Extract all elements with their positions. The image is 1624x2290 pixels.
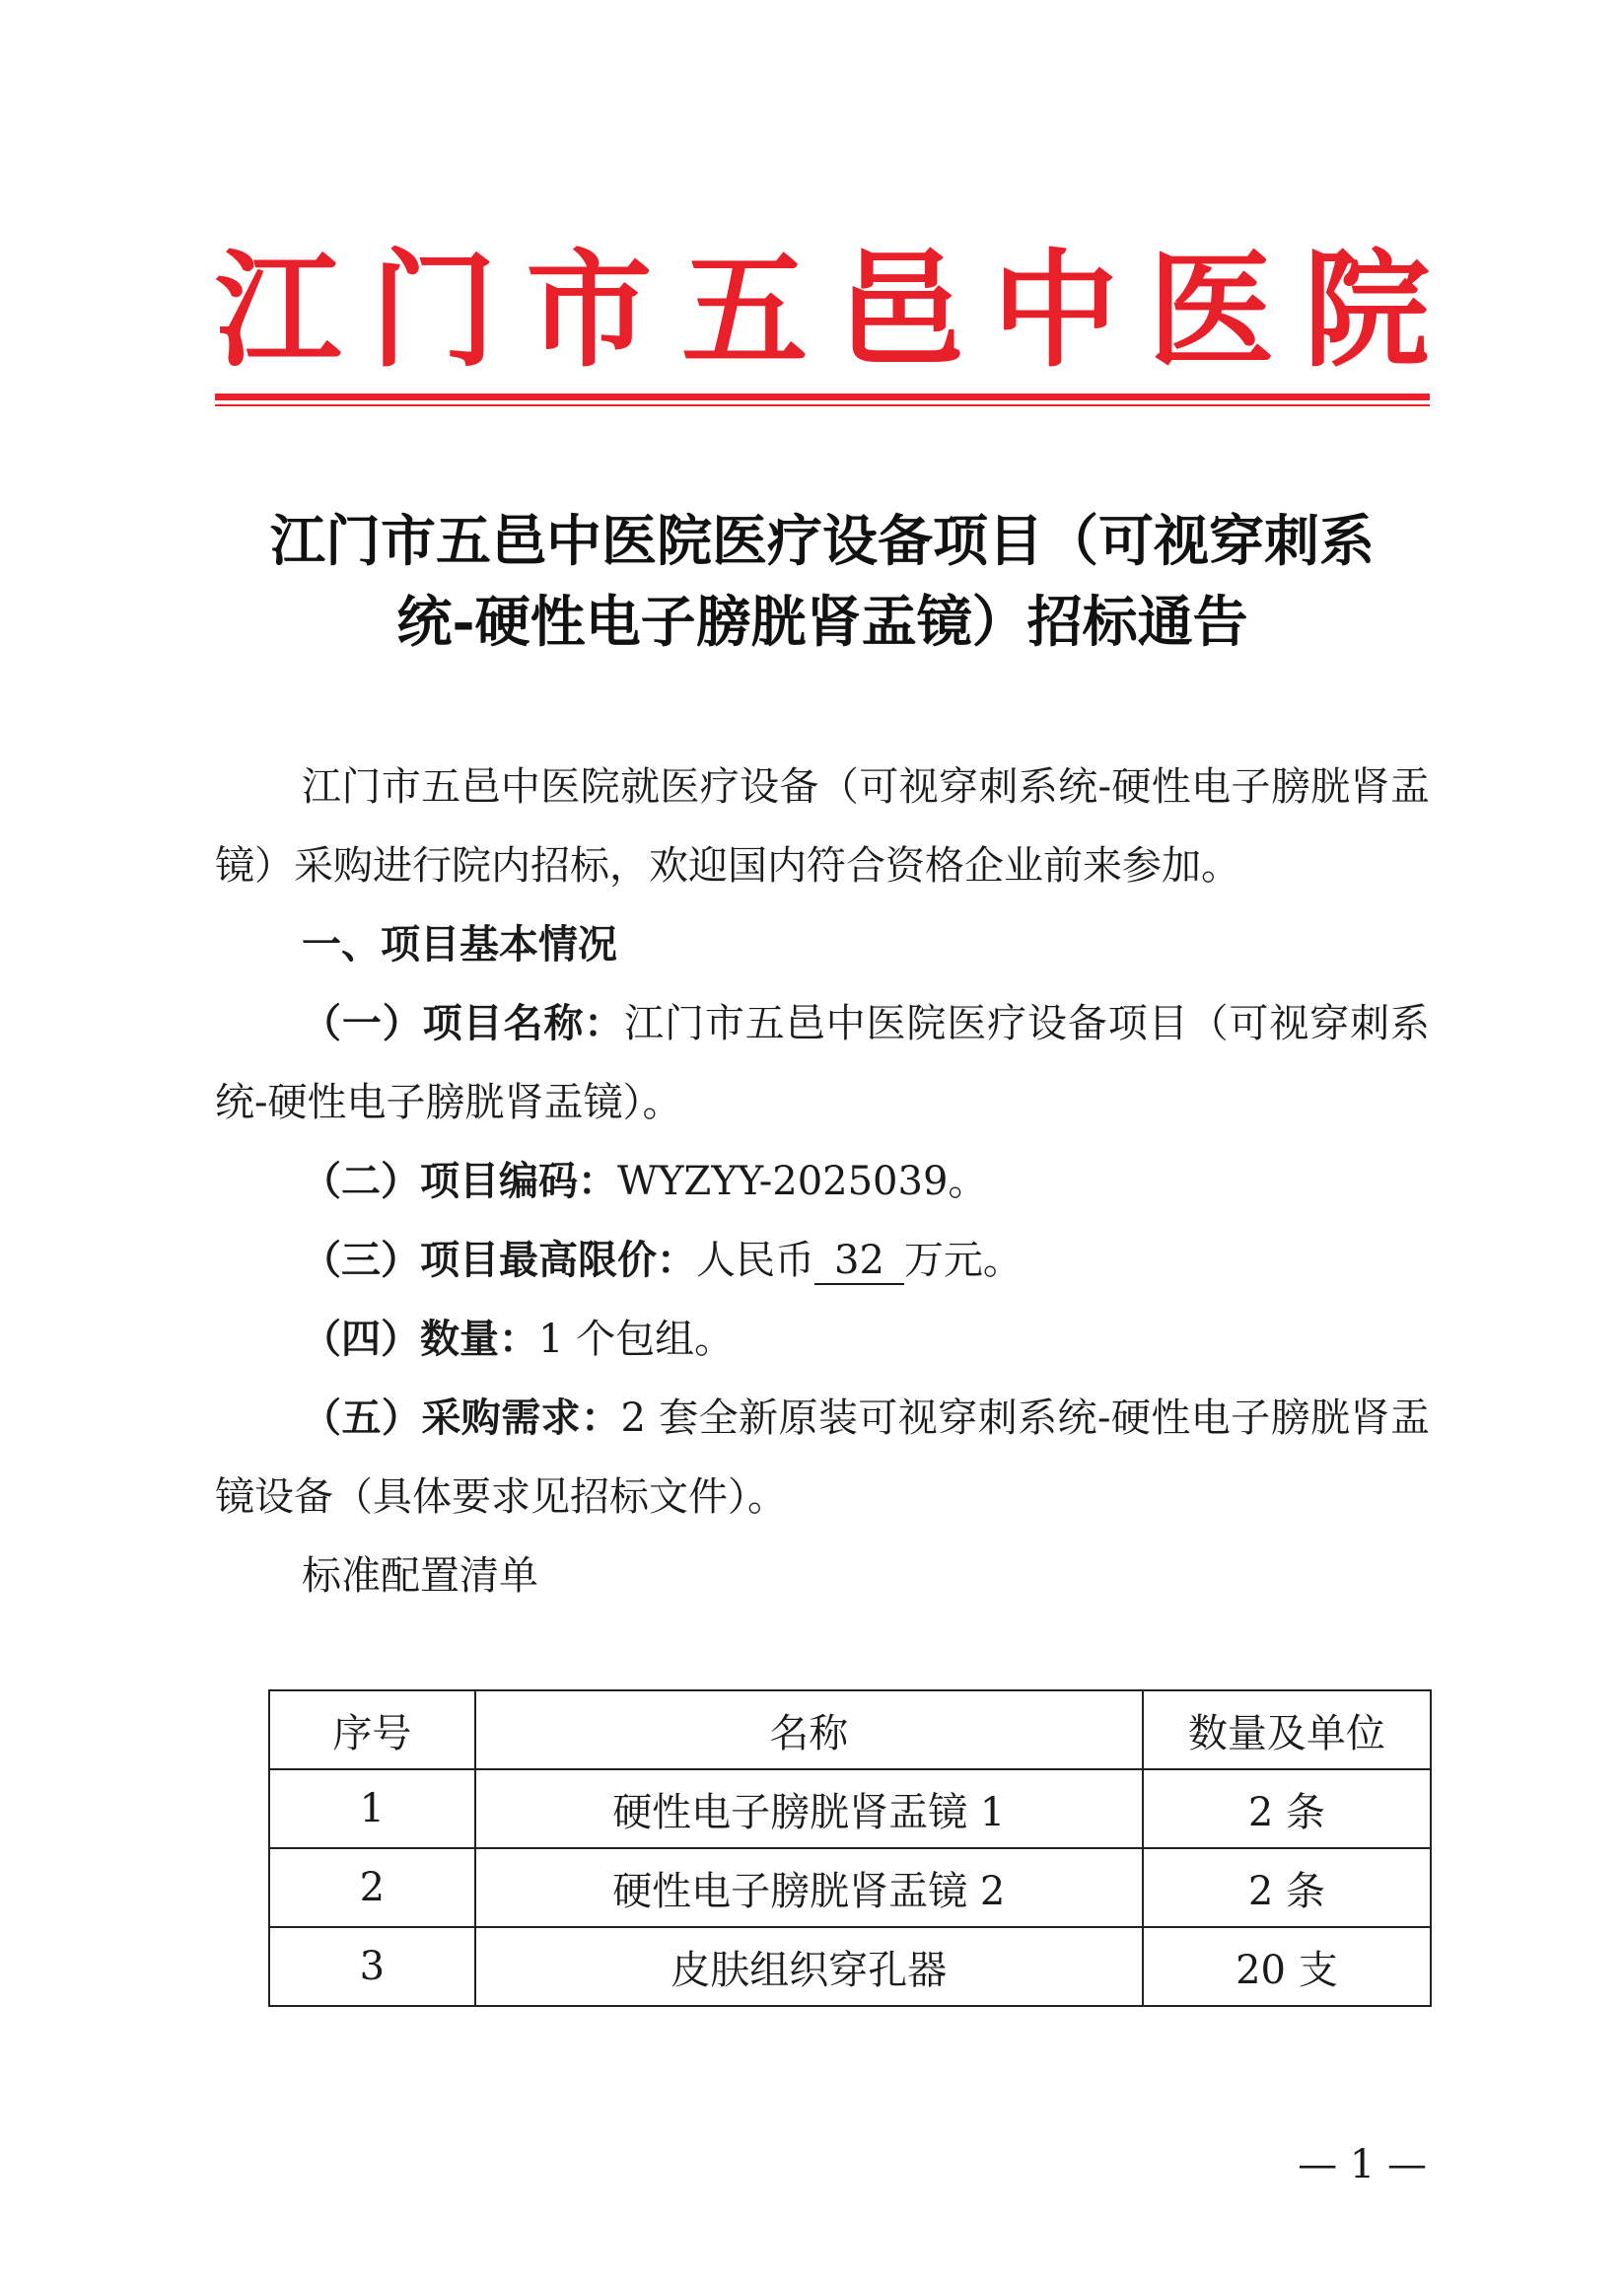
item-label: （四）数量： xyxy=(302,1317,538,1362)
item-label: （二）项目编码： xyxy=(302,1159,617,1204)
price-suffix: 万元。 xyxy=(903,1238,1023,1283)
letterhead-rule-thick xyxy=(215,394,1430,400)
price-amount: 32 xyxy=(814,1238,904,1285)
cell-quantity: 2 条 xyxy=(1143,1769,1431,1848)
cell-name: 皮肤组织穿孔器 xyxy=(475,1927,1143,2006)
item-requirements xyxy=(215,1379,1430,1537)
document-title xyxy=(215,501,1430,663)
cell-quantity: 20 支 xyxy=(1143,1927,1431,2006)
table-row xyxy=(269,1927,1431,2006)
page-number xyxy=(0,2140,1624,2189)
item-label: （五）采购需求： xyxy=(302,1395,621,1441)
cell-index: 1 xyxy=(269,1769,475,1848)
cell-index: 3 xyxy=(269,1927,475,2006)
item-value: WYZYY-2025039。 xyxy=(617,1159,988,1204)
item-price-limit xyxy=(215,1221,1430,1300)
price-prefix: 人民币 xyxy=(696,1238,814,1283)
item-value: 2 套全新原装可视穿刺系统-硬性电子膀胱肾盂镜设备（具体要求见招标文件）。 xyxy=(215,1395,1431,1520)
title-line-2: 统-硬性电子膀胱肾盂镜）招标通告 xyxy=(396,590,1248,655)
item-label: （一）项目名称： xyxy=(302,1001,625,1046)
item-quantity xyxy=(215,1300,1430,1379)
section-heading: 一、项目基本情况 xyxy=(302,922,617,967)
table-caption: 标准配置清单 xyxy=(302,1553,538,1599)
intro-paragraph: 江门市五邑中医院就医疗设备（可视穿刺系统-硬性电子膀胱肾盂镜）采购进行院内招标，欢迎国内符合资格企业前来参加。 xyxy=(215,764,1430,889)
item-label: （三）项目最高限价： xyxy=(302,1238,696,1283)
item-project-code xyxy=(215,1142,1430,1221)
table-row xyxy=(269,1769,1431,1848)
header-name: 名称 xyxy=(475,1690,1143,1769)
header-quantity: 数量及单位 xyxy=(1143,1690,1431,1769)
cell-index: 2 xyxy=(269,1848,475,1927)
item-project-name xyxy=(215,984,1430,1142)
document-body xyxy=(215,748,1430,1615)
item-value: 1 个包组。 xyxy=(538,1317,735,1362)
table-row xyxy=(269,1848,1431,1927)
table-header-row xyxy=(269,1690,1431,1769)
item-value: 江门市五邑中医院医疗设备项目（可视穿刺系统-硬性电子膀胱肾盂镜）。 xyxy=(215,1001,1431,1125)
hospital-letterhead: 江门市五邑中医院 xyxy=(215,237,1430,385)
title-line-1: 江门市五邑中医院医疗设备项目（可视穿刺系 xyxy=(270,509,1375,574)
cell-quantity: 2 条 xyxy=(1143,1848,1431,1927)
page-number-text: — 1 — xyxy=(1298,2142,1427,2187)
config-table xyxy=(268,1689,1432,2007)
cell-name: 硬性电子膀胱肾盂镜 2 xyxy=(475,1848,1143,1927)
header-index: 序号 xyxy=(269,1690,475,1769)
letterhead-rule-thin xyxy=(215,404,1430,406)
cell-name: 硬性电子膀胱肾盂镜 1 xyxy=(475,1769,1143,1848)
